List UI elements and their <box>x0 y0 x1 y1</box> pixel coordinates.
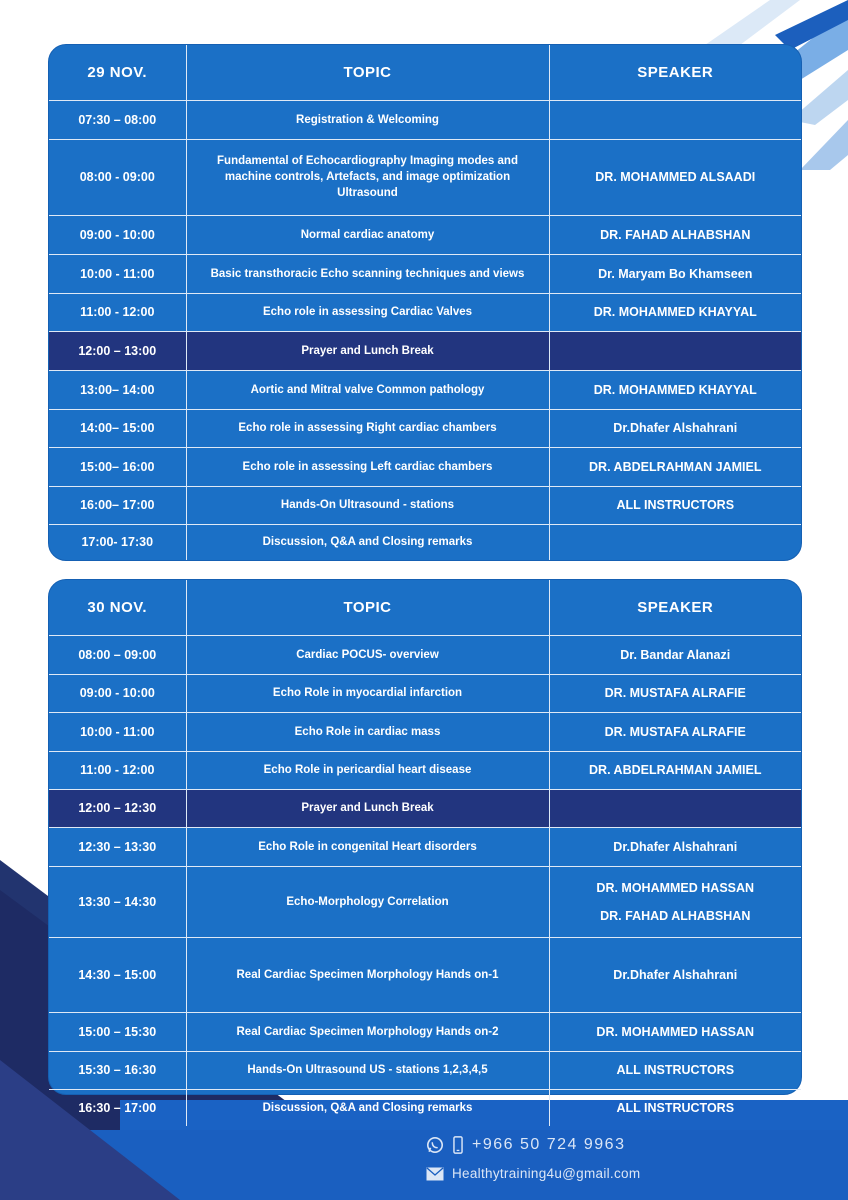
session-topic: Basic transthoracic Echo scanning techniques and views <box>186 254 549 293</box>
table-row <box>49 447 801 486</box>
session-topic: Hands-On Ultrasound US - stations 1,2,3,4,5 <box>186 1051 549 1089</box>
speaker-name: DR. FAHAD ALHABSHAN <box>600 227 751 242</box>
session-topic: Echo Role in pericardial heart disease <box>186 751 549 789</box>
speaker-name: Dr.Dhafer Alshahrani <box>613 967 738 982</box>
session-speaker <box>549 1089 801 1126</box>
topic-header: TOPIC <box>186 580 549 635</box>
session-time: 10:00 - 11:00 <box>49 254 186 293</box>
table-row <box>49 215 801 254</box>
whatsapp-icon <box>426 1136 444 1154</box>
session-speaker <box>549 370 801 409</box>
session-topic: Echo Role in cardiac mass <box>186 712 549 751</box>
email-contact <box>426 1166 640 1181</box>
session-time: 14:30 – 15:00 <box>49 937 186 1012</box>
session-time: 10:00 - 11:00 <box>49 712 186 751</box>
session-topic: Discussion, Q&A and Closing remarks <box>186 524 549 560</box>
phone-contact <box>426 1136 625 1154</box>
session-speaker <box>549 789 801 827</box>
speaker-name: DR. ABDELRAHMAN JAMIEL <box>589 763 762 777</box>
session-speaker <box>549 751 801 789</box>
session-time: 11:00 - 12:00 <box>49 293 186 331</box>
session-speaker <box>549 635 801 674</box>
speaker-name: DR. MOHAMMED KHAYYAL <box>593 305 757 319</box>
speaker-name: DR. ABDELRAHMAN JAMIEL <box>589 459 762 474</box>
speaker-header: SPEAKER <box>549 580 801 635</box>
table-row <box>49 751 801 789</box>
table-row <box>49 409 801 447</box>
session-topic: Aortic and Mitral valve Common pathology <box>186 370 549 409</box>
session-time: 13:00– 14:00 <box>49 370 186 409</box>
session-speaker <box>549 1012 801 1051</box>
table-row <box>49 370 801 409</box>
session-time: 15:00– 16:00 <box>49 447 186 486</box>
session-time: 12:30 – 13:30 <box>49 827 186 866</box>
speaker-name: Dr. Maryam Bo Khamseen <box>598 266 753 281</box>
table-row <box>49 712 801 751</box>
session-speaker <box>549 409 801 447</box>
session-topic: Discussion, Q&A and Closing remarks <box>186 1089 549 1126</box>
session-speaker <box>549 215 801 254</box>
speaker-name: DR. MUSTAFA ALRAFIE <box>604 724 746 739</box>
session-speaker <box>549 524 801 560</box>
speaker-name: DR. MOHAMMED KHAYYAL <box>593 382 757 397</box>
session-speaker <box>549 139 801 215</box>
speaker-name: Dr.Dhafer Alshahrani <box>613 421 738 435</box>
session-speaker <box>549 674 801 712</box>
topic-header: TOPIC <box>186 45 549 100</box>
session-time: 16:30 – 17:00 <box>49 1089 186 1126</box>
break-row <box>49 789 801 827</box>
session-topic: Echo role in assessing Cardiac Valves <box>186 293 549 331</box>
table-row <box>49 524 801 560</box>
schedule-table-day-2 <box>48 579 802 1115</box>
table-row <box>49 1051 801 1089</box>
session-speaker <box>549 712 801 751</box>
session-topic: Normal cardiac anatomy <box>186 215 549 254</box>
session-speaker <box>549 866 801 937</box>
session-time: 09:00 - 10:00 <box>49 215 186 254</box>
session-time: 12:00 – 13:00 <box>49 331 186 370</box>
speaker-name: ALL INSTRUCTORS <box>616 498 735 512</box>
session-topic: Registration & Welcoming <box>186 100 549 139</box>
speaker-header: SPEAKER <box>549 45 801 100</box>
table-row <box>49 674 801 712</box>
session-speaker <box>549 447 801 486</box>
session-time: 09:00 - 10:00 <box>49 674 186 712</box>
session-time: 07:30 – 08:00 <box>49 100 186 139</box>
session-speaker <box>549 937 801 1012</box>
session-speaker <box>549 486 801 524</box>
break-row <box>49 331 801 370</box>
session-time: 12:00 – 12:30 <box>49 789 186 827</box>
table-row <box>49 866 801 937</box>
session-time: 14:00– 15:00 <box>49 409 186 447</box>
session-topic: Prayer and Lunch Break <box>186 331 549 370</box>
session-time: 08:00 - 09:00 <box>49 139 186 215</box>
speaker-name: DR. FAHAD ALHABSHAN <box>600 908 751 923</box>
session-time: 11:00 - 12:00 <box>49 751 186 789</box>
table-row <box>49 635 801 674</box>
session-topic: Real Cardiac Specimen Morphology Hands on-2 <box>186 1012 549 1051</box>
session-speaker <box>549 293 801 331</box>
session-time: 08:00 – 09:00 <box>49 635 186 674</box>
mobile-phone-icon <box>452 1136 464 1154</box>
session-topic: Echo Role in myocardial infarction <box>186 674 549 712</box>
session-speaker <box>549 827 801 866</box>
session-time: 13:30 – 14:30 <box>49 866 186 937</box>
phone-number: +966 50 724 9963 <box>472 1136 626 1153</box>
session-topic: Echo role in assessing Left cardiac chambers <box>186 447 549 486</box>
schedule-table-day-1 <box>48 44 802 561</box>
table-row <box>49 139 801 215</box>
table-row <box>49 937 801 1012</box>
session-topic: Echo role in assessing Right cardiac chambers <box>186 409 549 447</box>
speaker-name: DR. MOHAMMED HASSAN <box>596 880 755 895</box>
session-topic: Real Cardiac Specimen Morphology Hands on-1 <box>186 937 549 1012</box>
table-row <box>49 254 801 293</box>
session-speaker <box>549 331 801 370</box>
session-speaker <box>549 1051 801 1089</box>
session-speaker <box>549 100 801 139</box>
session-topic: Hands-On Ultrasound - stations <box>186 486 549 524</box>
session-speaker <box>549 254 801 293</box>
session-time: 15:30 – 16:30 <box>49 1051 186 1089</box>
envelope-icon <box>426 1167 444 1181</box>
header-row <box>49 580 801 635</box>
schedule-body <box>49 580 801 1126</box>
email-address: Healthytraining4u@gmail.com <box>452 1166 641 1181</box>
session-topic: Cardiac POCUS- overview <box>186 635 549 674</box>
speaker-name: ALL INSTRUCTORS <box>616 1100 735 1115</box>
session-topic: Fundamental of Echocardiography Imaging modes and machine controls, Artefacts, and image optimization Ultrasound <box>186 139 549 215</box>
speaker-name: ALL INSTRUCTORS <box>616 1063 735 1077</box>
table-row <box>49 1012 801 1051</box>
session-time: 17:00- 17:30 <box>49 524 186 560</box>
speaker-name: Dr.Dhafer Alshahrani <box>613 839 738 854</box>
speaker-name: DR. MUSTAFA ALRAFIE <box>604 686 746 700</box>
speaker-name: DR. MOHAMMED HASSAN <box>596 1024 755 1039</box>
table-row <box>49 1089 801 1126</box>
session-time: 16:00– 17:00 <box>49 486 186 524</box>
session-time: 15:00 – 15:30 <box>49 1012 186 1051</box>
session-topic: Prayer and Lunch Break <box>186 789 549 827</box>
speaker-name: DR. MOHAMMED ALSAADI <box>595 170 756 184</box>
speaker-name: Dr. Bandar Alanazi <box>620 647 731 662</box>
session-topic: Echo Role in congenital Heart disorders <box>186 827 549 866</box>
table-row <box>49 293 801 331</box>
table-row <box>49 486 801 524</box>
session-topic: Echo-Morphology Correlation <box>186 866 549 937</box>
table-row <box>49 827 801 866</box>
date-header: 30 NOV. <box>49 580 186 635</box>
schedule-body <box>49 45 801 560</box>
table-row <box>49 100 801 139</box>
header-row <box>49 45 801 100</box>
date-header: 29 NOV. <box>49 45 186 100</box>
